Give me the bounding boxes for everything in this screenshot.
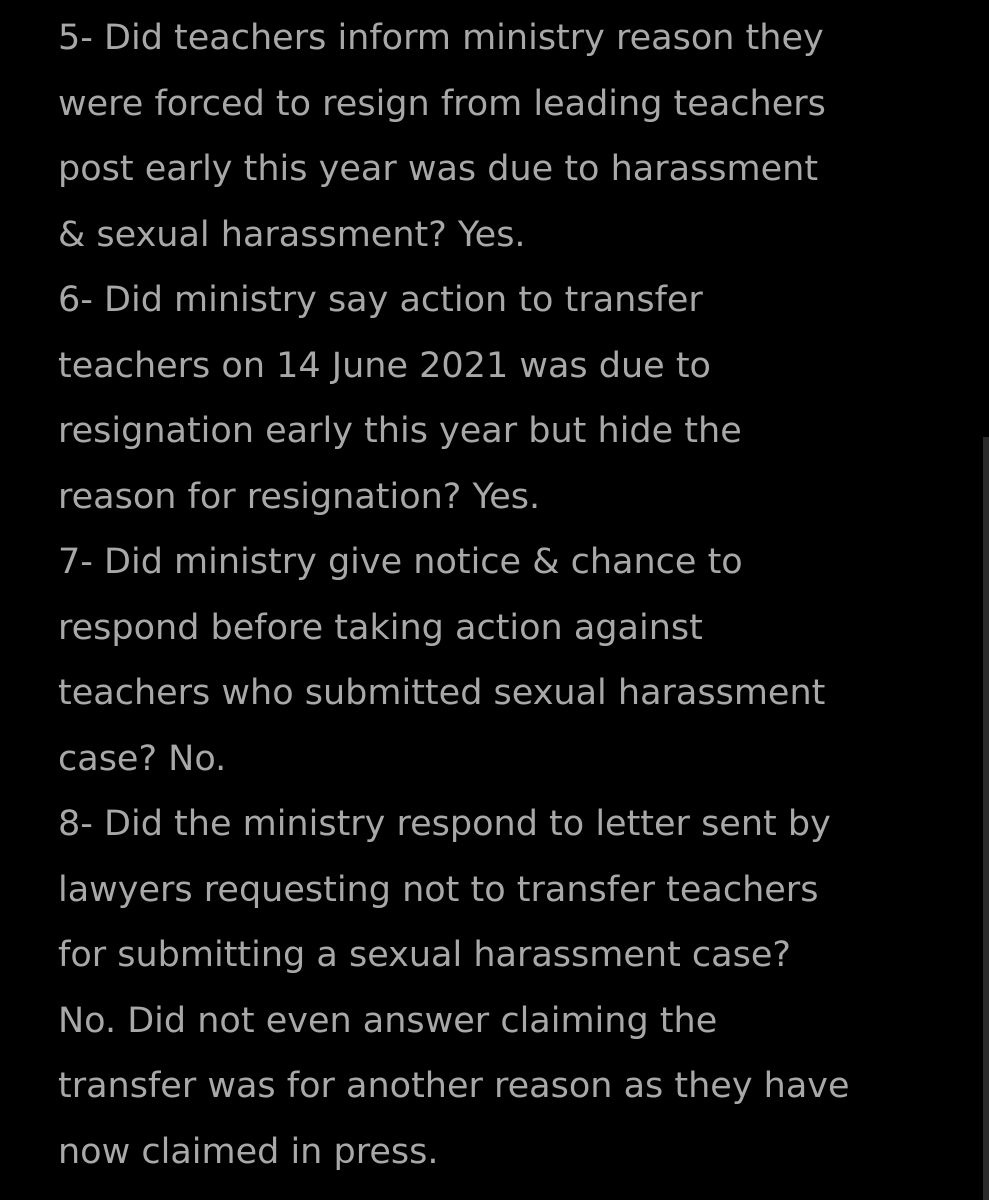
text-line: were forced to resign from leading teachers xyxy=(58,83,826,124)
document-text xyxy=(58,6,958,1185)
text-line: 5- Did teachers inform ministry reason they xyxy=(58,18,824,58)
text-line: transfer was for another reason as they have xyxy=(58,1066,850,1106)
text-line: resignation early this year but hide the xyxy=(58,411,742,451)
text-line: teachers on 14 June 2021 was due to xyxy=(58,345,711,386)
text-line: 7- Did ministry give notice & chance to xyxy=(58,542,743,582)
text-line: & sexual harassment? Yes. xyxy=(58,214,526,255)
text-line: now claimed in press. xyxy=(58,1131,439,1172)
text-line: respond before taking action against xyxy=(58,607,703,648)
text-line: case? No. xyxy=(58,738,227,779)
text-line: teachers who submitted sexual harassment xyxy=(58,673,826,713)
text-line: 6- Did ministry say action to transfer xyxy=(58,280,703,320)
text-line: reason for resignation? Yes. xyxy=(58,476,541,517)
text-line: post early this year was due to harassment xyxy=(58,149,819,189)
text-line: for submitting a sexual harassment case? xyxy=(58,935,791,975)
scrollbar-thumb[interactable] xyxy=(983,437,989,1200)
text-line: No. Did not even answer claiming the xyxy=(58,1000,718,1041)
text-line: 8- Did the ministry respond to letter sent by xyxy=(58,804,831,844)
text-line: lawyers requesting not to transfer teachers xyxy=(58,869,819,910)
scrollbar[interactable] xyxy=(983,437,989,1200)
